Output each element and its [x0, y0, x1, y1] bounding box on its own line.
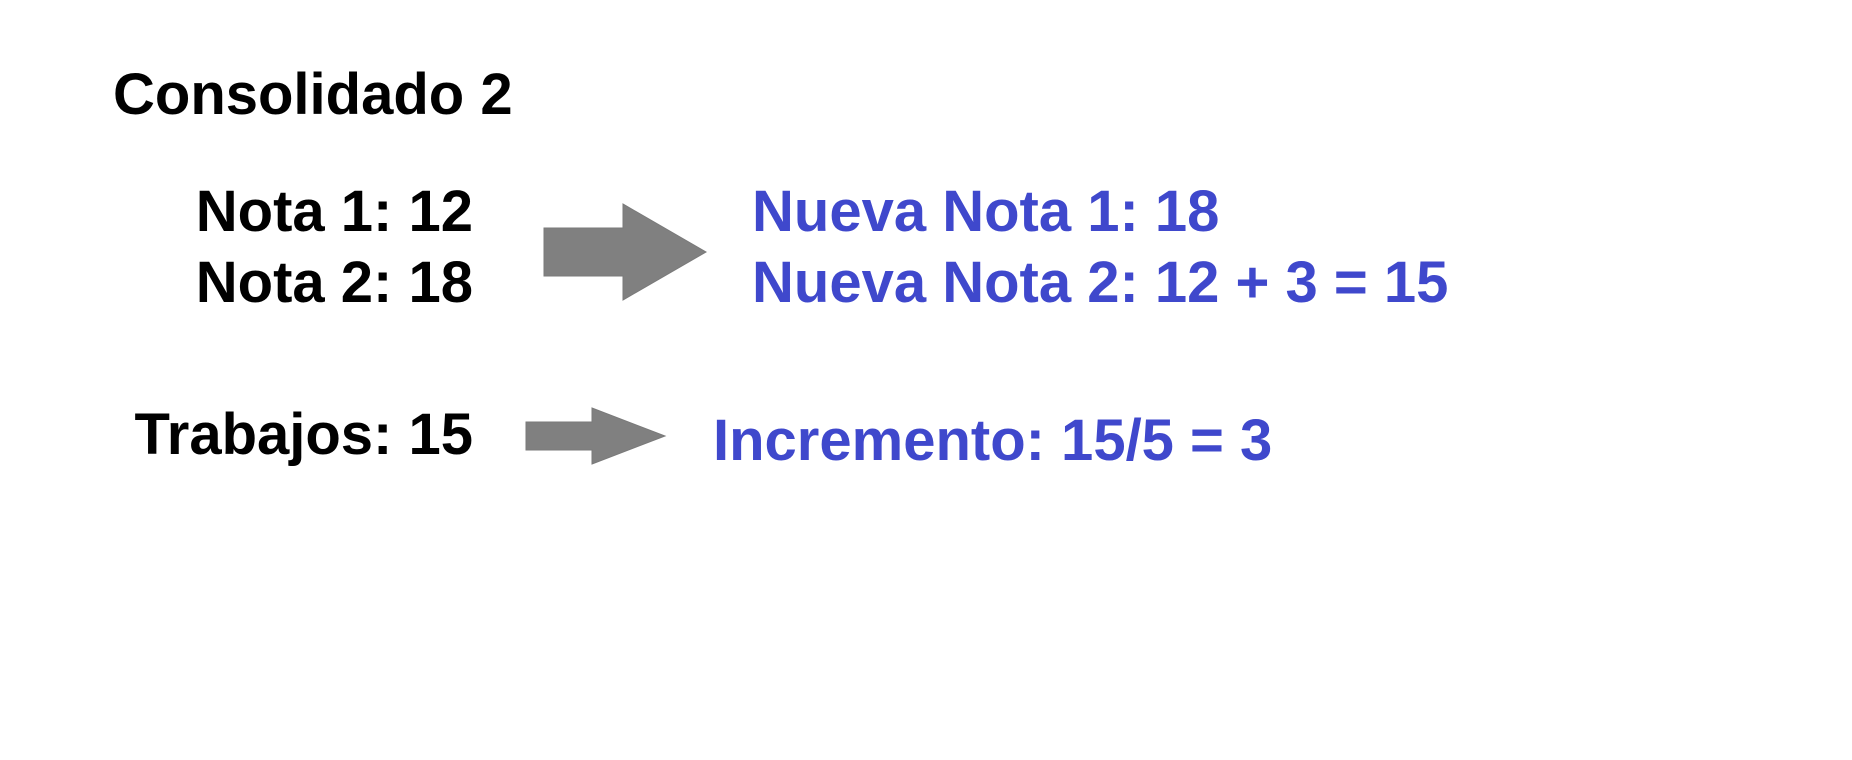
bottom-arrow-shape [526, 408, 665, 464]
nueva-nota-1-result: Nueva Nota 1: 18 [752, 179, 1220, 244]
top-arrow-shape [544, 204, 706, 300]
right-arrow-icon [540, 200, 710, 304]
page-title: Consolidado 2 [113, 62, 513, 127]
nueva-nota-2-result: Nueva Nota 2: 12 + 3 = 15 [752, 250, 1449, 315]
nota-2-label: Nota 2: 18 [195, 250, 473, 315]
trabajos-label: Trabajos: 15 [134, 402, 473, 467]
incremento-result: Incremento: 15/5 = 3 [713, 408, 1273, 473]
nota-1-label: Nota 1: 12 [195, 179, 473, 244]
right-arrow-icon [523, 405, 669, 467]
